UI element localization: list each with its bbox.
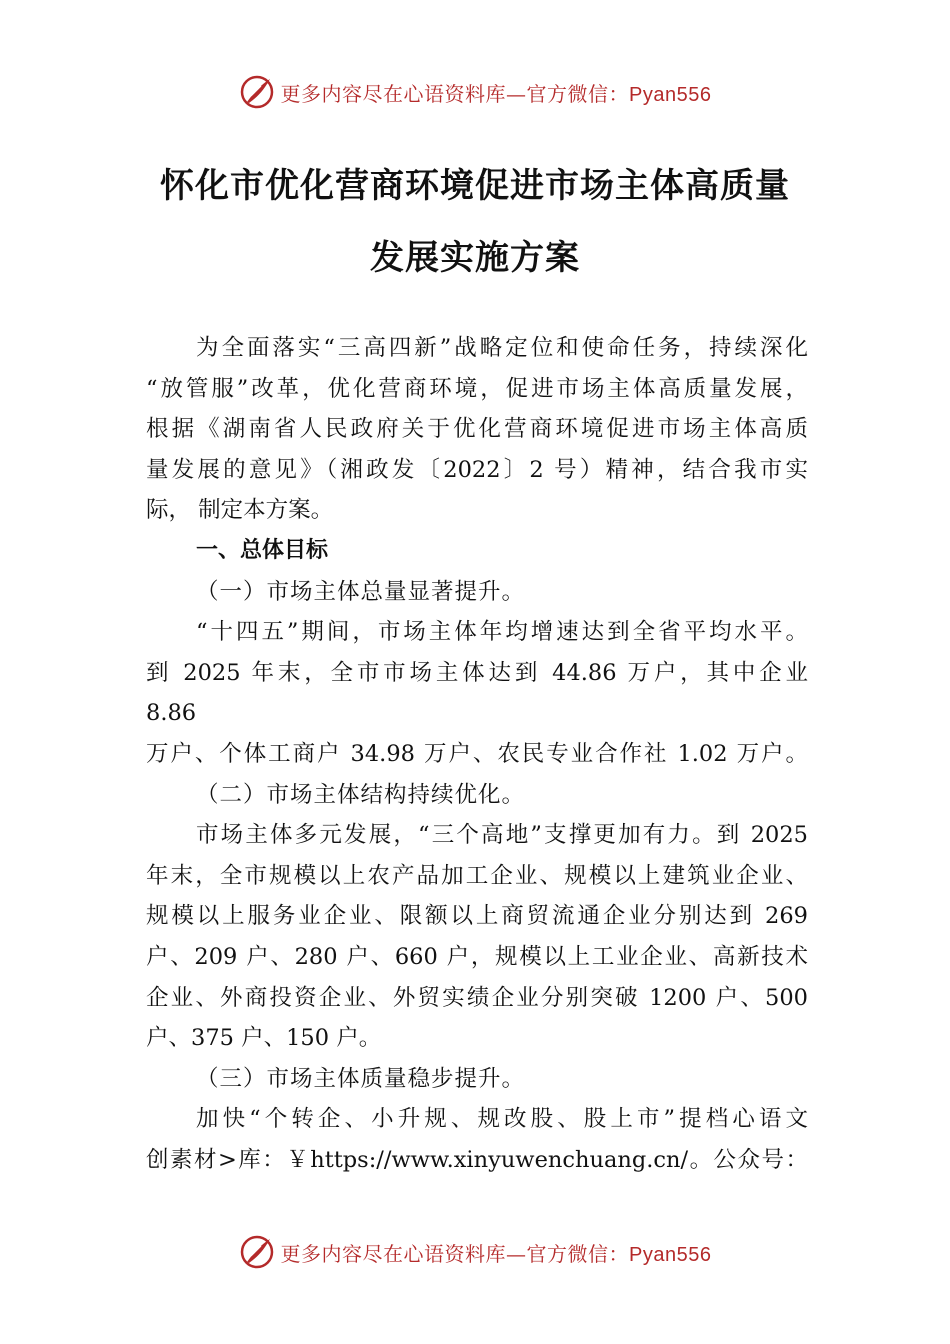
- text-line: 企业、外商投资企业、外贸实绩企业分别突破 1200 户、500: [146, 984, 808, 1011]
- watermark-text: [281, 1238, 712, 1267]
- text-line: 量发展的意见》（湘政发〔2022〕2 号）精神，结合我市实: [146, 456, 808, 483]
- text-line: 户、209 户、280 户、660 户，规模以上工业企业、高新技术: [146, 943, 808, 970]
- section-heading-1: 一、总体目标: [196, 537, 329, 563]
- text-line: “放管服”改革，优化营商环境，促进市场主体高质量发展，: [146, 375, 808, 402]
- paragraph-structure: [146, 815, 808, 1059]
- text-line: 户、375 户、150 户。: [146, 1025, 382, 1052]
- paragraph-quality: [146, 1099, 808, 1180]
- watermark-slogan: 更多内容尽在心语资料库: [280, 81, 507, 106]
- subsection-heading-2: （二）市场主体结构持续优化。: [196, 781, 526, 808]
- quill-logo-icon: [239, 74, 275, 110]
- quill-logo-icon: [239, 1234, 275, 1270]
- document-title-line-2: 发展实施方案: [370, 238, 580, 278]
- document-title-line-1: 怀化市优化营商环境促进市场主体高质量: [160, 166, 790, 206]
- text-line: 际， 制定本方案。: [146, 497, 334, 524]
- text-line: 规模以上服务业企业、限额以上商贸流通企业分别达到 269: [146, 903, 808, 930]
- text-line: “十四五”期间，市场主体年均增速达到全省平均水平。: [196, 619, 808, 646]
- watermark-banner-bottom: [0, 1232, 950, 1272]
- text-line: 年末，全市规模以上农产品加工企业、规模以上建筑业企业、: [146, 862, 808, 889]
- watermark-slogan: 更多内容尽在心语资料库: [280, 1241, 507, 1266]
- text-line: 到 2025 年末，全市市场主体达到 44.86 万户，其中企业: [146, 659, 808, 686]
- subsection-heading-1: （一）市场主体总量显著提升。: [196, 578, 526, 605]
- watermark-dash: —: [506, 81, 527, 106]
- text-line: 根据《湖南省人民政府关于优化营商环境促进市场主体高质: [146, 416, 808, 443]
- watermark-wechat-id: Pyan556: [629, 1243, 712, 1266]
- text-line: 8.86: [146, 700, 197, 727]
- watermark-wechat-id: Pyan556: [629, 83, 712, 106]
- paragraph-intro: [146, 328, 808, 531]
- text-line: 万户、个体工商户 34.98 万户、农民专业合作社 1.02 万户。: [146, 740, 808, 767]
- watermark-wechat-label: 官方微信：: [526, 81, 630, 106]
- subsection-heading-3: （三）市场主体质量稳步提升。: [196, 1065, 526, 1092]
- watermark-wechat-label: 官方微信：: [526, 1241, 630, 1266]
- watermark-banner-top: [0, 72, 950, 112]
- text-line: 市场主体多元发展，“三个高地”支撑更加有力。到 2025: [196, 822, 808, 849]
- text-line: 加快“个转企、小升规、规改股、股上市”提档心语文: [196, 1106, 808, 1133]
- text-line: 创素材>库：￥https://www.xinyuwenchuang.cn/。公众号：: [146, 1146, 808, 1173]
- paragraph-total: [146, 612, 808, 774]
- text-line: 为全面落实“三高四新”战略定位和使命任务，持续深化: [196, 335, 808, 361]
- watermark-dash: —: [506, 1241, 527, 1266]
- watermark-text: [281, 78, 712, 107]
- document-body: [146, 328, 808, 1180]
